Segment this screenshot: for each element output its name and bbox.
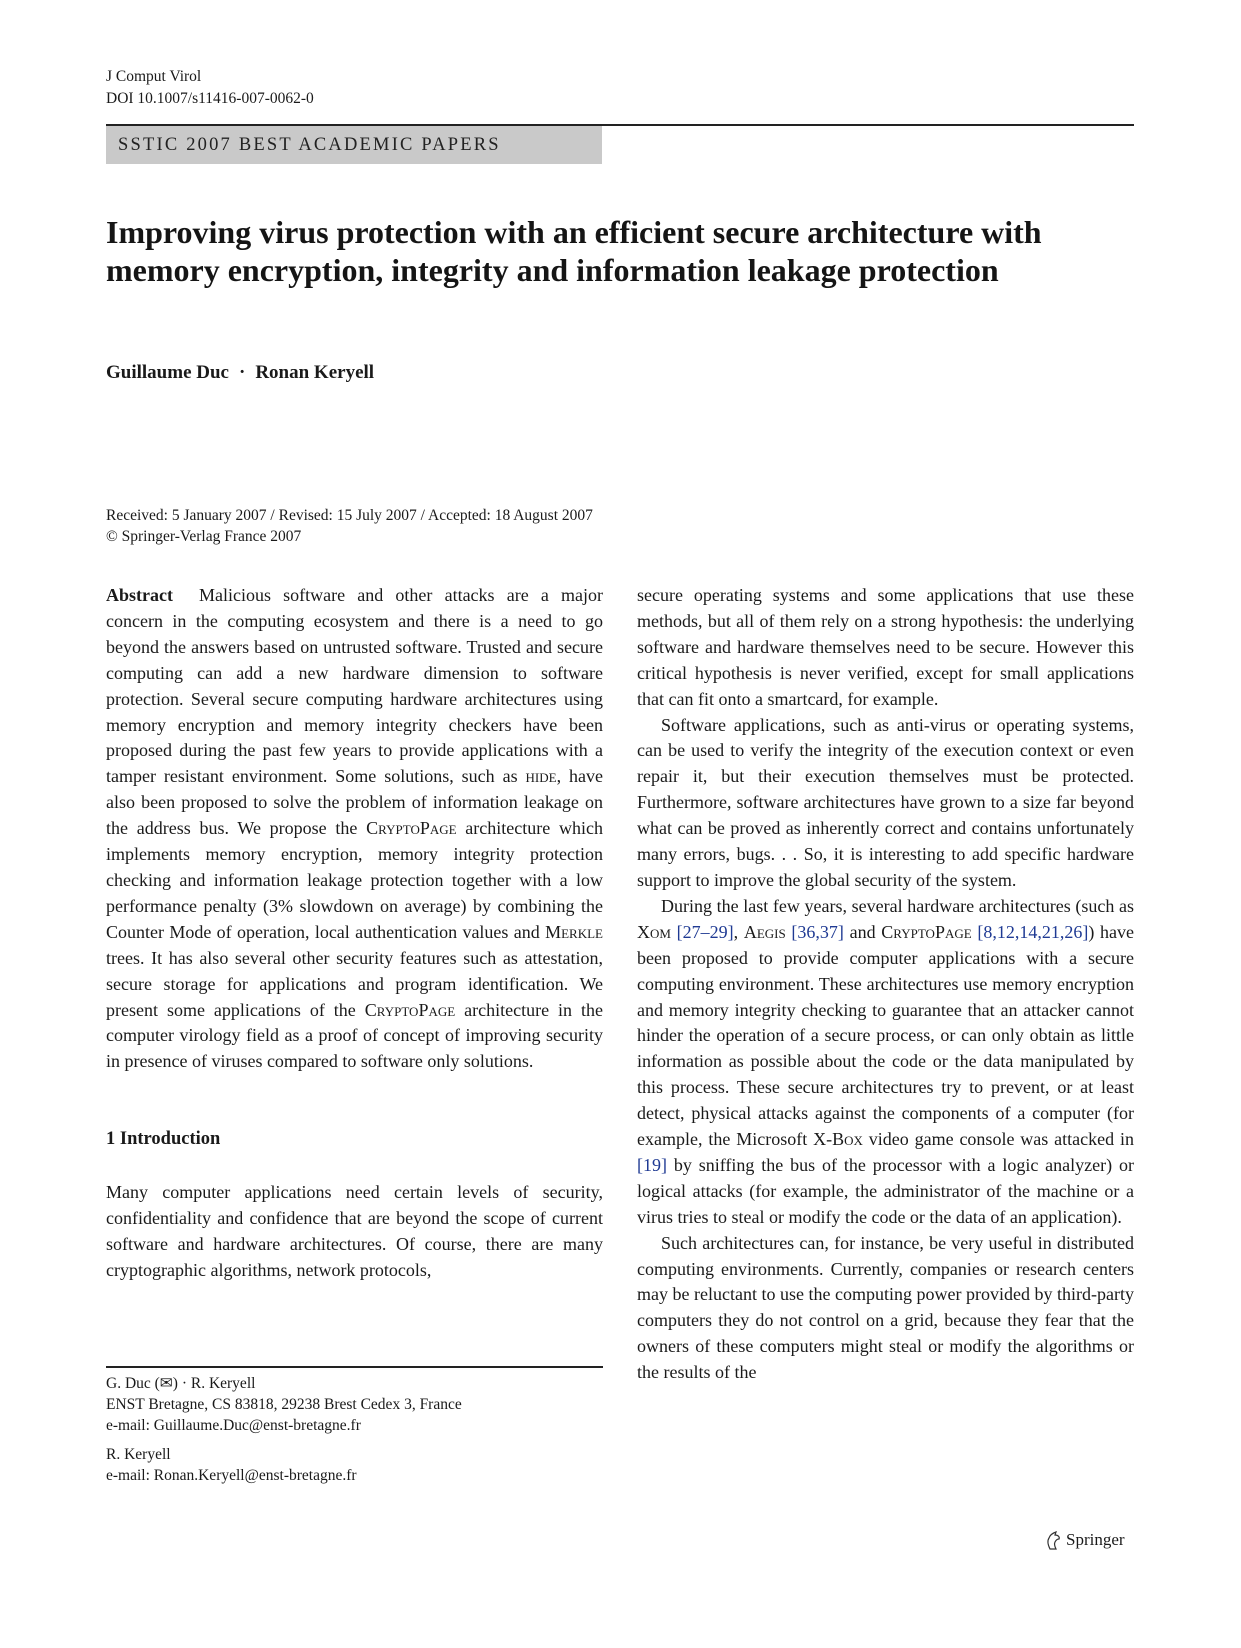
xom-term: Xom — [637, 921, 671, 942]
merkle-term: Merkle — [545, 921, 603, 942]
copyright: © Springer-Verlag France 2007 — [106, 528, 302, 545]
publisher-name: Springer — [1066, 1530, 1125, 1549]
section-heading-introduction: 1 Introduction — [106, 1129, 221, 1150]
springer-horse-icon — [1044, 1530, 1062, 1550]
right-column — [637, 583, 1134, 1386]
author-separator: · — [238, 362, 246, 383]
email-line: e-mail: Guillaume.Duc@enst-bretagne.fr — [106, 1417, 361, 1434]
aegis-term: Aegis — [743, 921, 786, 942]
abstract: Abstract Malicious software and other attacks are a major concern in the computing ecosystem and there is a need to go beyond the answers based on untrusted software. Trusted and secure computing can add a new hardware dimension to software protection. Several secure computing hardware architectures using memory encryption and memory integrity checkers have been proposed during the past few years to provide applications with a tamper resistant environment. Some solutions, such as hide, have also been proposed to solve the problem of information leakage on the address bus. We propose the CryptoPage architecture which implements memory encryption, memory integrity protection checking and information leakage protection together with a low performance penalty (3% slowdown on average) by combining the Counter Mode of operation, local authentication values and Merkle trees. It has also several other security features such as attestation, secure storage for applications and program identification. We present some applications of the CryptoPage architecture in the computer virology field as a proof of concept of improving security in presence of viruses compared to software only solutions. — [106, 585, 603, 1072]
abstract-label: Abstract — [106, 585, 173, 605]
cryptopage-term: CryptoPage — [364, 999, 456, 1020]
journal-header — [106, 66, 314, 110]
body-paragraph: secure operating systems and some applications that use these methods, but all of them rely on a strong hypothesis: the underlying software and hardware themselves need to be secure. However this critical hypothesis is never verified, except for small applications that can fit onto a smartcard, for example. — [637, 585, 1134, 709]
author-list — [106, 362, 374, 384]
body-paragraph: Such architectures can, for instance, be very useful in distributed computing environments. Currently, companies or research centers may be reluctant to use the computing power provided by third-party computers they do not control on a grid, because they fear that the owners of these computers might steal or modify the algorithms or the results of the — [637, 1232, 1134, 1383]
author-affiliations — [106, 1373, 462, 1486]
section-banner: SSTIC 2007 BEST ACADEMIC PAPERS — [106, 126, 602, 164]
left-column — [106, 583, 603, 1284]
doi: DOI 10.1007/s11416-007-0062-0 — [106, 90, 314, 107]
journal-name: J Comput Virol — [106, 68, 202, 85]
hide-term: hide — [525, 766, 557, 787]
footnote-line: G. Duc (✉) · R. Keryell — [106, 1375, 256, 1392]
author-name: Guillaume Duc — [106, 362, 229, 383]
cryptopage-term: CryptoPage — [366, 818, 457, 839]
received-dates: Received: 5 January 2007 / Revised: 15 July 2007 / Accepted: 18 August 2007 — [106, 507, 593, 524]
footnote-line: R. Keryell — [106, 1446, 171, 1463]
footnote-line: ENST Bretagne, CS 83818, 29238 Brest Cedex 3, France — [106, 1396, 462, 1413]
cryptopage-term: CryptoPage — [881, 921, 972, 942]
paper-title: Improving virus protection with an efficient secure architecture with memory encryption, integrity and information leakage protection — [106, 214, 1042, 288]
intro-paragraph: Many computer applications need certain levels of security, confidentiality and confidence that are beyond the scope of current software and hardware architectures. Of course, there are many cryptographic algorithms, network protocols, — [106, 1182, 603, 1280]
xbox-term: X-Box — [813, 1129, 863, 1150]
body-paragraph: Software applications, such as anti-virus or operating systems, can be used to verify the integrity of the execution context or even repair it, but their execution themselves must be protected. Furthermore, software architectures have grown to a size far beyond what can be proved as inherently correct and contains unfortunately many errors, bugs. . . So, it is interesting to add specific hardware support to improve the global security of the system. — [637, 714, 1134, 890]
author-name: Ronan Keryell — [255, 362, 375, 383]
publication-dates — [106, 505, 593, 547]
email-line: e-mail: Ronan.Keryell@enst-bretagne.fr — [106, 1467, 357, 1484]
footnote-rule — [106, 1366, 603, 1368]
citation-link[interactable]: [8,12,14,21,26] — [977, 921, 1089, 942]
publisher-logo — [1044, 1530, 1125, 1550]
citation-link[interactable]: [27–29] — [676, 921, 734, 942]
citation-link[interactable]: [36,37] — [791, 921, 844, 942]
body-paragraph: During the last few years, several hardware architectures (such as Xom [27–29], Aegis [36,37] and CryptoPage [8,12,14,21,26]) have been proposed to provide computer applications with a secure computing environment. These architectures use memory encryption and memory integrity checking to guarantee that an attacker cannot hinder the operation of a secure process, or can only obtain as little information as possible about the code or the data manipulated by this process. These secure architectures try to prevent, or at least detect, physical attacks against the components of a computer (for example, the Microsoft X-Box video game console was attacked in [19] by sniffing the bus of the processor with a logic analyzer) or logical attacks (for example, the administrator of the machine or a virus tries to steal or modify the code or the data of an application). — [637, 895, 1135, 1227]
citation-link[interactable]: [19] — [637, 1154, 667, 1175]
